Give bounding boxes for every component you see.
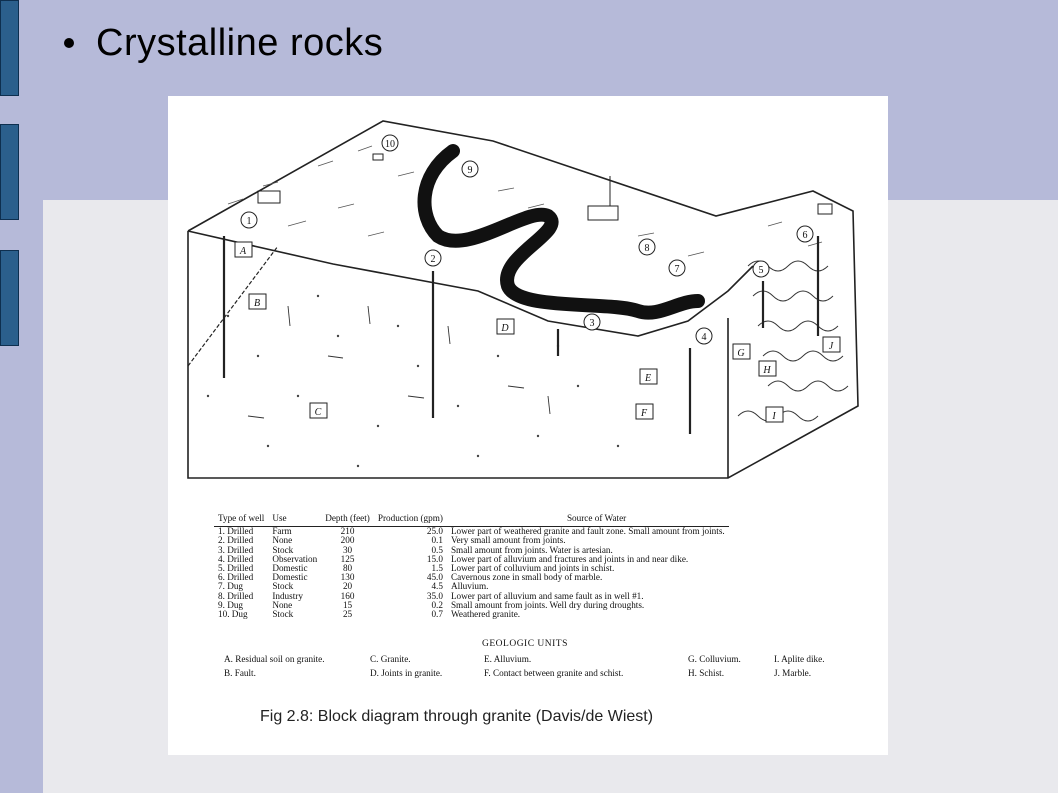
table-cell: 130 (340, 572, 355, 583)
table-cell: 25 (342, 609, 353, 620)
geologic-unit-item: D. Joints in granite. (370, 668, 443, 678)
table-cell: 0.7 (431, 609, 443, 620)
table-cell: 15 (342, 599, 353, 610)
figure-caption: Fig 2.8: Block diagram through granite (Davis/de Wiest) (260, 708, 654, 725)
geologic-unit-item: H. Schist. (688, 668, 724, 678)
slide-title: Crystalline rocks (96, 21, 384, 64)
table-cell: 210 (340, 526, 355, 537)
table-cell: Industry (272, 590, 303, 601)
table-row (214, 610, 729, 619)
title-row (64, 18, 383, 68)
geologic-unit-item: G. Colluvium. (688, 654, 741, 664)
surface-texture (228, 146, 822, 256)
table-cell: Lower part of alluvium and fractures and joints in and near dike. (450, 553, 689, 564)
table-cell: 1. Drilled (218, 526, 254, 537)
table-cell: 0.5 (431, 544, 443, 555)
geologic-unit-item: I. Aplite dike. (774, 654, 825, 664)
table-cell: 6. Drilled (218, 572, 254, 583)
unit-label-j: J (828, 341, 834, 352)
table-cell: 30 (342, 544, 353, 555)
table-cell: Lower part of alluvium and same fault as in well #1. (450, 590, 644, 601)
table-cell: 35.0 (426, 590, 443, 601)
geologic-unit-item: F. Contact between granite and schist. (484, 668, 624, 678)
geologic-unit-item: E. Alluvium. (484, 654, 532, 664)
unit-label-c: C (314, 407, 322, 418)
table-cell: 0.2 (431, 599, 443, 610)
unit-label-f: F (640, 408, 648, 419)
column-header: Type of well (214, 514, 268, 527)
table-cell: 7. Dug (218, 581, 244, 592)
table-cell: Stock (272, 609, 294, 620)
table-cell: 9. Dug (218, 599, 244, 610)
table-cell: Lower part of colluvium and joints in schist. (450, 563, 615, 574)
geologic-unit-item: A. Residual soil on granite. (224, 654, 325, 664)
table-cell: 80 (342, 563, 353, 574)
bullet-icon (64, 38, 74, 48)
table-cell: 8. Drilled (218, 590, 254, 601)
geologic-unit-item: B. Fault. (224, 668, 256, 678)
table-cell: 160 (340, 590, 355, 601)
geologic-units-title: GEOLOGIC UNITS (482, 639, 568, 649)
table-cell: 125 (340, 553, 355, 564)
well-label-1: 1 (246, 216, 252, 227)
well-label-2: 2 (430, 254, 436, 265)
column-header: Production (gpm) (374, 514, 447, 527)
table-cell: 20 (342, 581, 353, 592)
table-cell: Small amount from joints. Water is artesian. (450, 544, 613, 555)
column-header: Use (268, 514, 321, 527)
unit-label-e: E (644, 373, 652, 384)
figure-image (168, 96, 888, 755)
well-label-3: 3 (589, 318, 595, 329)
slide-tab-3 (0, 250, 19, 346)
unit-label-a: A (239, 246, 247, 257)
geologic-unit-item: C. Granite. (370, 654, 411, 664)
table-cell: 1.5 (431, 563, 443, 574)
unit-label-b: B (253, 298, 261, 309)
table-cell: 3. Drilled (218, 544, 254, 555)
column-header: Source of Water (447, 514, 729, 527)
table-cell: Cavernous zone in small body of marble. (450, 572, 603, 583)
well-label-10: 10 (385, 139, 395, 150)
well-label-8: 8 (644, 243, 650, 254)
table-cell: Small amount from joints. Well dry during droughts. (450, 599, 645, 610)
table-cell: 4.5 (431, 581, 443, 592)
slide-tab-1 (0, 0, 19, 96)
table-cell: 15.0 (426, 553, 443, 564)
table-cell: 4. Drilled (218, 553, 254, 564)
table-cell: Weathered granite. (450, 609, 521, 620)
table-cell: 0.1 (431, 535, 443, 546)
table-cell: Domestic (272, 563, 308, 574)
table-cell: 5. Drilled (218, 563, 254, 574)
table-cell: Observation (272, 553, 318, 564)
well-label-6: 6 (802, 230, 808, 241)
well-label-7: 7 (674, 264, 680, 275)
table-cell: Lower part of weathered granite and fault zone. Small amount from joints. (450, 526, 725, 537)
geologic-unit-item: J. Marble. (774, 668, 811, 678)
unit-label-g: G (737, 348, 745, 359)
unit-label-h: H (763, 365, 771, 376)
well-label-5: 5 (758, 265, 764, 276)
unit-label-d: D (501, 323, 509, 334)
table-cell: Domestic (272, 572, 308, 583)
table-cell: None (272, 535, 293, 546)
table-cell: Very small amount from joints. (450, 535, 566, 546)
table-cell: 10. Dug (218, 609, 248, 620)
table-cell: 25.0 (426, 526, 443, 537)
table-cell: Farm (272, 526, 292, 537)
wells-table-header (214, 514, 729, 527)
granite-texture (207, 295, 619, 467)
wells-table (214, 514, 729, 619)
table-cell: 200 (340, 535, 355, 546)
well-label-9: 9 (467, 165, 473, 176)
table-cell: None (272, 599, 293, 610)
unit-label-i: I (772, 411, 776, 422)
table-cell: Stock (272, 581, 294, 592)
column-header: Depth (feet) (321, 514, 374, 527)
slide-tab-2 (0, 124, 19, 220)
well-label-4: 4 (701, 332, 707, 343)
table-cell: 45.0 (426, 572, 443, 583)
table-cell: 2. Drilled (218, 535, 254, 546)
table-cell: Alluvium. (450, 581, 489, 592)
table-cell: Stock (272, 544, 294, 555)
